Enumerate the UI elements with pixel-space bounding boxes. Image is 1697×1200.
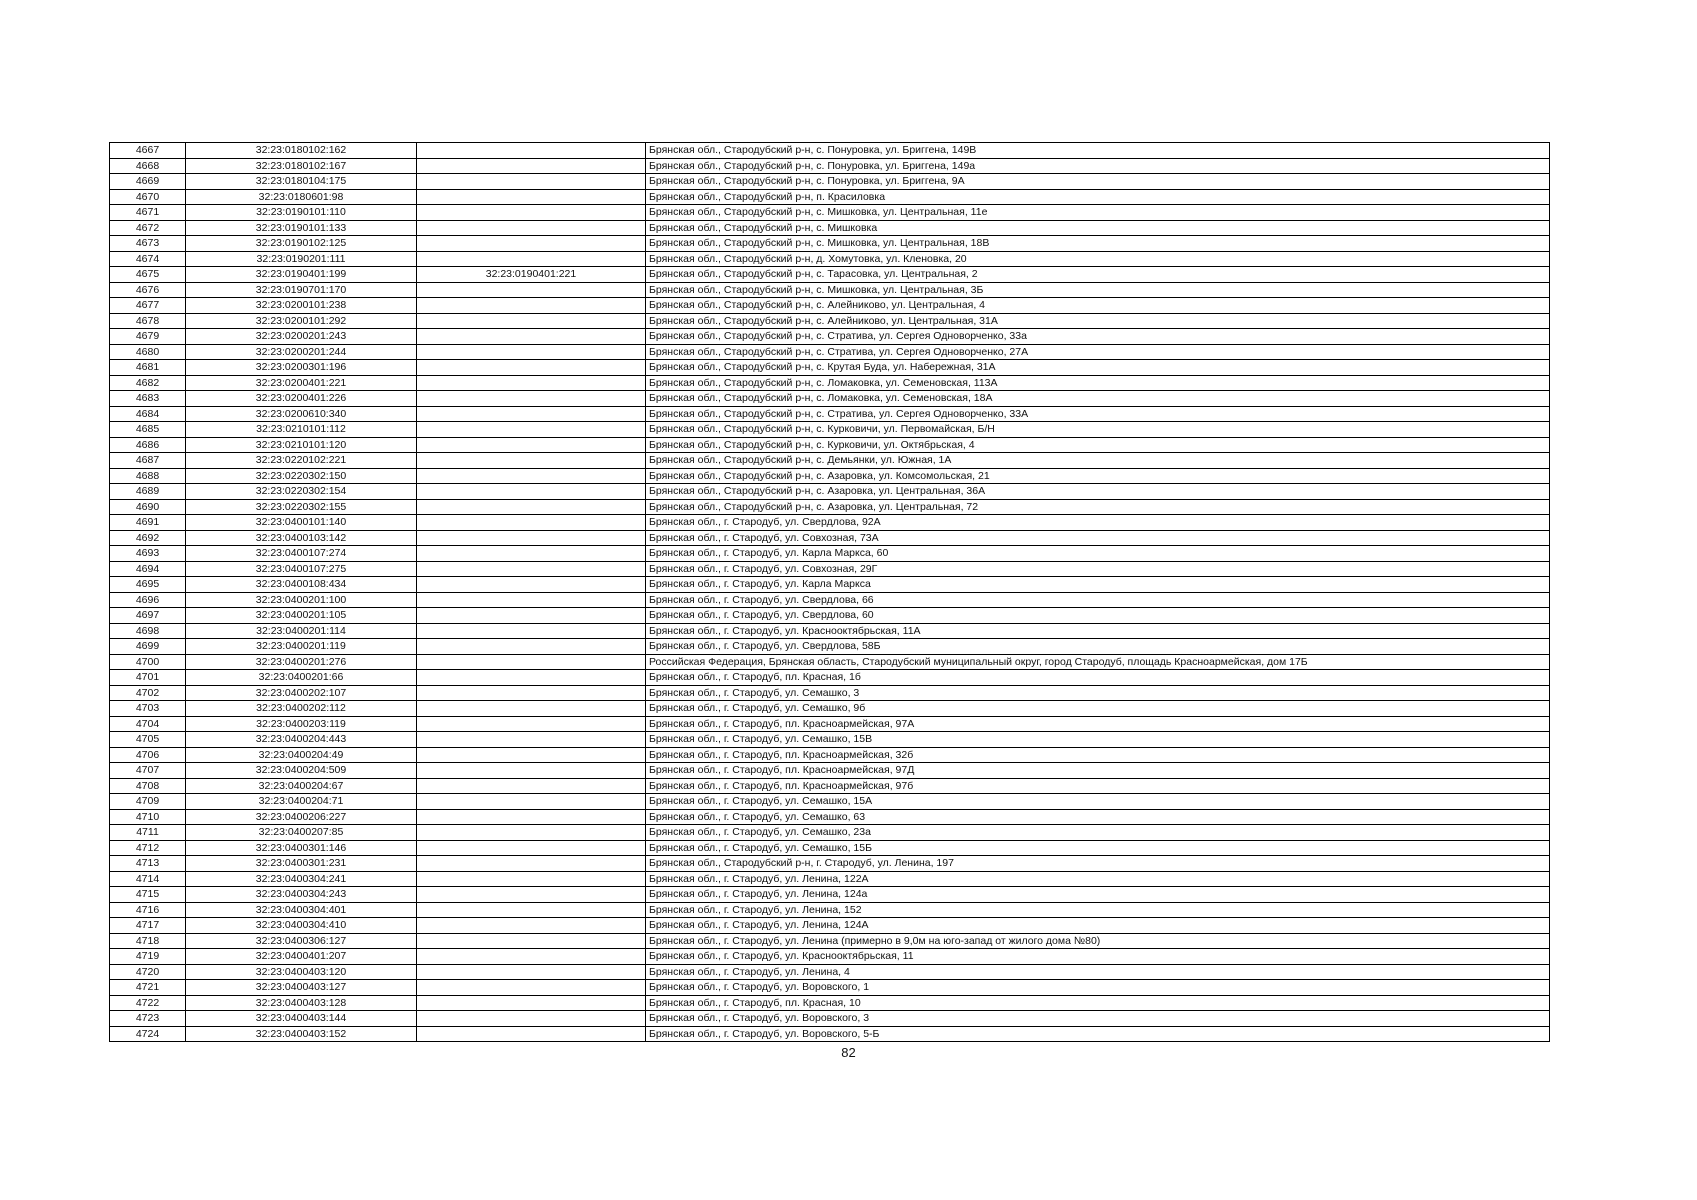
address-cell: Брянская обл., г. Стародуб, ул. Семашко, 15Б [646,840,1550,856]
related-cadastral-number-cell [417,158,646,174]
row-number-cell: 4711 [110,825,186,841]
row-number-cell: 4693 [110,546,186,562]
table-row [110,701,1550,717]
related-cadastral-number-cell [417,670,646,686]
row-number-cell: 4696 [110,592,186,608]
related-cadastral-number-cell [417,251,646,267]
table-row [110,685,1550,701]
address-cell: Брянская обл., г. Стародуб, ул. Свердлова, 66 [646,592,1550,608]
address-cell: Брянская обл., Стародубский р-н, с. Демьянки, ул. Южная, 1А [646,453,1550,469]
address-cell: Брянская обл., Стародубский р-н, с. Понуровка, ул. Бриггена, 149а [646,158,1550,174]
row-number-cell: 4713 [110,856,186,872]
address-cell: Брянская обл., г. Стародуб, ул. Краснооктябрьская, 11А [646,623,1550,639]
table-row [110,282,1550,298]
cadastral-number-cell: 32:23:0400204:443 [186,732,417,748]
cadastral-number-cell: 32:23:0180601:98 [186,189,417,205]
row-number-cell: 4705 [110,732,186,748]
related-cadastral-number-cell [417,825,646,841]
cadastral-number-cell: 32:23:0220302:150 [186,468,417,484]
row-number-cell: 4724 [110,1026,186,1042]
table-row [110,809,1550,825]
table-row [110,484,1550,500]
row-number-cell: 4690 [110,499,186,515]
cadastral-number-cell: 32:23:0400304:241 [186,871,417,887]
cadastral-number-cell: 32:23:0400201:105 [186,608,417,624]
address-cell: Брянская обл., Стародубский р-н, с. Мишковка [646,220,1550,236]
cadastral-number-cell: 32:23:0400206:227 [186,809,417,825]
related-cadastral-number-cell [417,654,646,670]
table-row [110,623,1550,639]
table-row [110,747,1550,763]
address-cell: Брянская обл., г. Стародуб, ул. Воровского, 3 [646,1011,1550,1027]
related-cadastral-number-cell [417,732,646,748]
related-cadastral-number-cell [417,747,646,763]
related-cadastral-number-cell [417,236,646,252]
address-cell: Брянская обл., Стародубский р-н, д. Хомутовка, ул. Кленовка, 20 [646,251,1550,267]
cadastral-number-cell: 32:23:0190102:125 [186,236,417,252]
address-cell: Брянская обл., г. Стародуб, ул. Семашко, 3 [646,685,1550,701]
row-number-cell: 4682 [110,375,186,391]
address-cell: Брянская обл., Стародубский р-н, с. Курковичи, ул. Октябрьская, 4 [646,437,1550,453]
related-cadastral-number-cell [417,778,646,794]
address-cell: Брянская обл., Стародубский р-н, с. Ломаковка, ул. Семеновская, 18А [646,391,1550,407]
cadastral-number-cell: 32:23:0400202:107 [186,685,417,701]
row-number-cell: 4717 [110,918,186,934]
row-number-cell: 4683 [110,391,186,407]
table-row [110,592,1550,608]
row-number-cell: 4697 [110,608,186,624]
cadastral-number-cell: 32:23:0400304:401 [186,902,417,918]
row-number-cell: 4691 [110,515,186,531]
table-row [110,964,1550,980]
address-cell: Брянская обл., г. Стародуб, ул. Ленина, 4 [646,964,1550,980]
table-row [110,654,1550,670]
row-number-cell: 4701 [110,670,186,686]
related-cadastral-number-cell [417,871,646,887]
related-cadastral-number-cell [417,949,646,965]
row-number-cell: 4684 [110,406,186,422]
related-cadastral-number-cell [417,360,646,376]
row-number-cell: 4671 [110,205,186,221]
cadastral-number-cell: 32:23:0200101:292 [186,313,417,329]
row-number-cell: 4702 [110,685,186,701]
address-cell: Брянская обл., г. Стародуб, ул. Семашко, 63 [646,809,1550,825]
address-cell: Брянская обл., Стародубский р-н, с. Мишковка, ул. Центральная, 11е [646,205,1550,221]
cadastral-number-cell: 32:23:0400201:66 [186,670,417,686]
related-cadastral-number-cell [417,406,646,422]
address-cell: Брянская обл., Стародубский р-н, с. Крутая Буда, ул. Набережная, 31А [646,360,1550,376]
cadastral-number-cell: 32:23:0200101:238 [186,298,417,314]
row-number-cell: 4672 [110,220,186,236]
row-number-cell: 4706 [110,747,186,763]
related-cadastral-number-cell [417,980,646,996]
address-cell: Брянская обл., Стародубский р-н, с. Ломаковка, ул. Семеновская, 113А [646,375,1550,391]
row-number-cell: 4708 [110,778,186,794]
cadastral-number-cell: 32:23:0400403:127 [186,980,417,996]
address-cell: Брянская обл., г. Стародуб, ул. Семашко, 9б [646,701,1550,717]
cadastral-number-cell: 32:23:0220302:155 [186,499,417,515]
table-row [110,995,1550,1011]
table-row [110,670,1550,686]
related-cadastral-number-cell [417,623,646,639]
cadastral-number-cell: 32:23:0190201:111 [186,251,417,267]
address-cell: Брянская обл., г. Стародуб, ул. Совхозная, 73А [646,530,1550,546]
cadastral-number-cell: 32:23:0180102:162 [186,143,417,159]
table-row [110,236,1550,252]
related-cadastral-number-cell [417,794,646,810]
table-row [110,1026,1550,1042]
related-cadastral-number-cell [417,530,646,546]
table-row [110,732,1550,748]
address-cell: Брянская обл., г. Стародуб, пл. Красноармейская, 97А [646,716,1550,732]
address-cell: Брянская обл., г. Стародуб, ул. Ленина, 152 [646,902,1550,918]
row-number-cell: 4686 [110,437,186,453]
cadastral-number-cell: 32:23:0400201:276 [186,654,417,670]
related-cadastral-number-cell [417,639,646,655]
related-cadastral-number-cell [417,995,646,1011]
table-row [110,375,1550,391]
row-number-cell: 4710 [110,809,186,825]
cadastral-number-cell: 32:23:0180102:167 [186,158,417,174]
address-cell: Брянская обл., г. Стародуб, пл. Красная, 10 [646,995,1550,1011]
row-number-cell: 4678 [110,313,186,329]
related-cadastral-number-cell [417,887,646,903]
address-cell: Брянская обл., г. Стародуб, ул. Карла Маркса, 60 [646,546,1550,562]
property-table [109,142,1550,1042]
row-number-cell: 4694 [110,561,186,577]
related-cadastral-number-cell [417,329,646,345]
table-row [110,143,1550,159]
row-number-cell: 4709 [110,794,186,810]
table-row [110,220,1550,236]
table-row [110,887,1550,903]
related-cadastral-number-cell [417,143,646,159]
address-cell: Брянская обл., Стародубский р-н, с. Стратива, ул. Сергея Одноворченко, 33а [646,329,1550,345]
table-row [110,530,1550,546]
cadastral-number-cell: 32:23:0400204:509 [186,763,417,779]
row-number-cell: 4687 [110,453,186,469]
table-row [110,468,1550,484]
address-cell: Брянская обл., г. Стародуб, ул. Краснооктябрьская, 11 [646,949,1550,965]
row-number-cell: 4722 [110,995,186,1011]
table-row [110,437,1550,453]
address-cell: Брянская обл., г. Стародуб, ул. Свердлова, 60 [646,608,1550,624]
row-number-cell: 4715 [110,887,186,903]
related-cadastral-number-cell [417,840,646,856]
table-row [110,158,1550,174]
row-number-cell: 4698 [110,623,186,639]
address-cell: Брянская обл., Стародубский р-н, г. Стародуб, ул. Ленина, 197 [646,856,1550,872]
cadastral-number-cell: 32:23:0400304:410 [186,918,417,934]
related-cadastral-number-cell [417,282,646,298]
related-cadastral-number-cell [417,468,646,484]
related-cadastral-number-cell [417,189,646,205]
row-number-cell: 4703 [110,701,186,717]
address-cell: Брянская обл., Стародубский р-н, с. Понуровка, ул. Бриггена, 9А [646,174,1550,190]
row-number-cell: 4714 [110,871,186,887]
address-cell: Брянская обл., г. Стародуб, ул. Семашко, 15А [646,794,1550,810]
address-cell: Брянская обл., Стародубский р-н, с. Азаровка, ул. Центральная, 36А [646,484,1550,500]
cadastral-number-cell: 32:23:0400103:142 [186,530,417,546]
address-cell: Брянская обл., Стародубский р-н, с. Азаровка, ул. Центральная, 72 [646,499,1550,515]
table-row [110,391,1550,407]
row-number-cell: 4707 [110,763,186,779]
table-row [110,825,1550,841]
address-cell: Брянская обл., г. Стародуб, пл. Красноармейская, 97Д [646,763,1550,779]
cadastral-number-cell: 32:23:0400201:114 [186,623,417,639]
cadastral-number-cell: 32:23:0200301:196 [186,360,417,376]
table-row [110,499,1550,515]
row-number-cell: 4677 [110,298,186,314]
table-row [110,763,1550,779]
cadastral-number-cell: 32:23:0400403:144 [186,1011,417,1027]
related-cadastral-number-cell [417,902,646,918]
table-row [110,716,1550,732]
table-row [110,313,1550,329]
cadastral-number-cell: 32:23:0400101:140 [186,515,417,531]
table-row [110,360,1550,376]
related-cadastral-number-cell [417,437,646,453]
table-row [110,406,1550,422]
row-number-cell: 4716 [110,902,186,918]
row-number-cell: 4674 [110,251,186,267]
related-cadastral-number-cell [417,422,646,438]
address-cell: Брянская обл., Стародубский р-н, с. Курковичи, ул. Первомайская, Б/Н [646,422,1550,438]
property-table-body [110,143,1550,1042]
related-cadastral-number-cell [417,809,646,825]
cadastral-number-cell: 32:23:0400301:231 [186,856,417,872]
table-row [110,856,1550,872]
row-number-cell: 4670 [110,189,186,205]
address-cell: Брянская обл., г. Стародуб, ул. Свердлова, 92А [646,515,1550,531]
address-cell: Брянская обл., г. Стародуб, ул. Ленина, 122А [646,871,1550,887]
cadastral-number-cell: 32:23:0400403:152 [186,1026,417,1042]
related-cadastral-number-cell [417,701,646,717]
row-number-cell: 4669 [110,174,186,190]
table-row [110,1011,1550,1027]
row-number-cell: 4676 [110,282,186,298]
related-cadastral-number-cell [417,344,646,360]
address-cell: Брянская обл., г. Стародуб, ул. Ленина (примерно в 9,0м на юго-запад от жилого дома №80) [646,933,1550,949]
address-cell: Брянская обл., г. Стародуб, ул. Ленина, 124А [646,918,1550,934]
related-cadastral-number-cell [417,561,646,577]
address-cell: Брянская обл., г. Стародуб, ул. Совхозная, 29Г [646,561,1550,577]
cadastral-number-cell: 32:23:0400107:274 [186,546,417,562]
page-number: 82 [841,1045,856,1060]
address-cell: Брянская обл., г. Стародуб, ул. Ленина, 124а [646,887,1550,903]
row-number-cell: 4723 [110,1011,186,1027]
address-cell: Брянская обл., Стародубский р-н, с. Азаровка, ул. Комсомольская, 21 [646,468,1550,484]
cadastral-number-cell: 32:23:0400304:243 [186,887,417,903]
cadastral-number-cell: 32:23:0200610:340 [186,406,417,422]
address-cell: Брянская обл., г. Стародуб, пл. Красная, 1б [646,670,1550,686]
related-cadastral-number-cell [417,716,646,732]
address-cell: Брянская обл., г. Стародуб, ул. Свердлова, 58Б [646,639,1550,655]
row-number-cell: 4719 [110,949,186,965]
table-row [110,949,1550,965]
row-number-cell: 4685 [110,422,186,438]
row-number-cell: 4667 [110,143,186,159]
address-cell: Брянская обл., г. Стародуб, ул. Карла Маркса [646,577,1550,593]
address-cell: Брянская обл., Стародубский р-н, с. Алейниково, ул. Центральная, 31А [646,313,1550,329]
address-cell: Брянская обл., г. Стародуб, ул. Воровского, 5-Б [646,1026,1550,1042]
related-cadastral-number-cell [417,918,646,934]
table-row [110,980,1550,996]
row-number-cell: 4704 [110,716,186,732]
table-row [110,298,1550,314]
related-cadastral-number-cell [417,313,646,329]
related-cadastral-number-cell [417,592,646,608]
address-cell: Российская Федерация, Брянская область, Стародубский муниципальный округ, город Стародуб, площадь Красноармейская, дом 17Б [646,654,1550,670]
related-cadastral-number-cell [417,1026,646,1042]
address-cell: Брянская обл., г. Стародуб, ул. Семашко, 23а [646,825,1550,841]
cadastral-number-cell: 32:23:0190701:170 [186,282,417,298]
related-cadastral-number-cell: 32:23:0190401:221 [417,267,646,283]
cadastral-number-cell: 32:23:0190101:133 [186,220,417,236]
cadastral-number-cell: 32:23:0180104:175 [186,174,417,190]
row-number-cell: 4668 [110,158,186,174]
cadastral-number-cell: 32:23:0400201:100 [186,592,417,608]
cadastral-number-cell: 32:23:0400403:128 [186,995,417,1011]
row-number-cell: 4681 [110,360,186,376]
table-row [110,794,1550,810]
row-number-cell: 4675 [110,267,186,283]
cadastral-number-cell: 32:23:0400306:127 [186,933,417,949]
address-cell: Брянская обл., г. Стародуб, пл. Красноармейская, 32б [646,747,1550,763]
row-number-cell: 4673 [110,236,186,252]
related-cadastral-number-cell [417,763,646,779]
table-row [110,871,1550,887]
cadastral-number-cell: 32:23:0400401:207 [186,949,417,965]
related-cadastral-number-cell [417,174,646,190]
cadastral-number-cell: 32:23:0210101:112 [186,422,417,438]
table-row [110,205,1550,221]
row-number-cell: 4689 [110,484,186,500]
related-cadastral-number-cell [417,391,646,407]
cadastral-number-cell: 32:23:0400108:434 [186,577,417,593]
table-row [110,608,1550,624]
address-cell: Брянская обл., г. Стародуб, ул. Семашко, 15В [646,732,1550,748]
row-number-cell: 4718 [110,933,186,949]
related-cadastral-number-cell [417,515,646,531]
table-row [110,189,1550,205]
address-cell: Брянская обл., Стародубский р-н, с. Мишковка, ул. Центральная, 3Б [646,282,1550,298]
address-cell: Брянская обл., Стародубский р-н, с. Стратива, ул. Сергея Одноворченко, 27А [646,344,1550,360]
address-cell: Брянская обл., г. Стародуб, пл. Красноармейская, 97б [646,778,1550,794]
row-number-cell: 4680 [110,344,186,360]
cadastral-number-cell: 32:23:0400204:49 [186,747,417,763]
cadastral-number-cell: 32:23:0220302:154 [186,484,417,500]
cadastral-number-cell: 32:23:0400107:275 [186,561,417,577]
related-cadastral-number-cell [417,220,646,236]
table-row [110,453,1550,469]
table-row [110,422,1550,438]
address-cell: Брянская обл., Стародубский р-н, с. Мишковка, ул. Центральная, 18В [646,236,1550,252]
cadastral-number-cell: 32:23:0200201:243 [186,329,417,345]
address-cell: Брянская обл., Стародубский р-н, с. Алейниково, ул. Центральная, 4 [646,298,1550,314]
address-cell: Брянская обл., Стародубский р-н, п. Красиловка [646,189,1550,205]
address-cell: Брянская обл., г. Стародуб, ул. Воровского, 1 [646,980,1550,996]
table-row [110,840,1550,856]
table-row [110,515,1550,531]
table-row [110,251,1550,267]
cadastral-number-cell: 32:23:0400203:119 [186,716,417,732]
table-row [110,933,1550,949]
row-number-cell: 4699 [110,639,186,655]
row-number-cell: 4721 [110,980,186,996]
row-number-cell: 4679 [110,329,186,345]
cadastral-number-cell: 32:23:0400207:85 [186,825,417,841]
table-row [110,639,1550,655]
row-number-cell: 4720 [110,964,186,980]
related-cadastral-number-cell [417,1011,646,1027]
row-number-cell: 4712 [110,840,186,856]
related-cadastral-number-cell [417,933,646,949]
table-row [110,344,1550,360]
table-row [110,174,1550,190]
related-cadastral-number-cell [417,856,646,872]
table-row [110,918,1550,934]
address-cell: Брянская обл., Стародубский р-н, с. Тарасовка, ул. Центральная, 2 [646,267,1550,283]
row-number-cell: 4695 [110,577,186,593]
table-row [110,329,1550,345]
cadastral-number-cell: 32:23:0400204:71 [186,794,417,810]
cadastral-number-cell: 32:23:0200401:226 [186,391,417,407]
row-number-cell: 4688 [110,468,186,484]
related-cadastral-number-cell [417,298,646,314]
table-row [110,778,1550,794]
cadastral-number-cell: 32:23:0210101:120 [186,437,417,453]
related-cadastral-number-cell [417,577,646,593]
address-cell: Брянская обл., Стародубский р-н, с. Понуровка, ул. Бриггена, 149В [646,143,1550,159]
cadastral-number-cell: 32:23:0400201:119 [186,639,417,655]
table-row [110,546,1550,562]
cadastral-number-cell: 32:23:0400403:120 [186,964,417,980]
cadastral-number-cell: 32:23:0190401:199 [186,267,417,283]
related-cadastral-number-cell [417,685,646,701]
related-cadastral-number-cell [417,608,646,624]
related-cadastral-number-cell [417,453,646,469]
cadastral-number-cell: 32:23:0400301:146 [186,840,417,856]
cadastral-number-cell: 32:23:0190101:110 [186,205,417,221]
table-row [110,902,1550,918]
row-number-cell: 4692 [110,530,186,546]
table-row [110,577,1550,593]
table-row [110,561,1550,577]
cadastral-number-cell: 32:23:0400202:112 [186,701,417,717]
related-cadastral-number-cell [417,375,646,391]
address-cell: Брянская обл., Стародубский р-н, с. Стратива, ул. Сергея Одноворченко, 33А [646,406,1550,422]
cadastral-number-cell: 32:23:0220102:221 [186,453,417,469]
cadastral-number-cell: 32:23:0200401:221 [186,375,417,391]
row-number-cell: 4700 [110,654,186,670]
cadastral-number-cell: 32:23:0400204:67 [186,778,417,794]
related-cadastral-number-cell [417,546,646,562]
related-cadastral-number-cell [417,484,646,500]
table-row [110,267,1550,283]
related-cadastral-number-cell [417,205,646,221]
cadastral-number-cell: 32:23:0200201:244 [186,344,417,360]
related-cadastral-number-cell [417,499,646,515]
related-cadastral-number-cell [417,964,646,980]
